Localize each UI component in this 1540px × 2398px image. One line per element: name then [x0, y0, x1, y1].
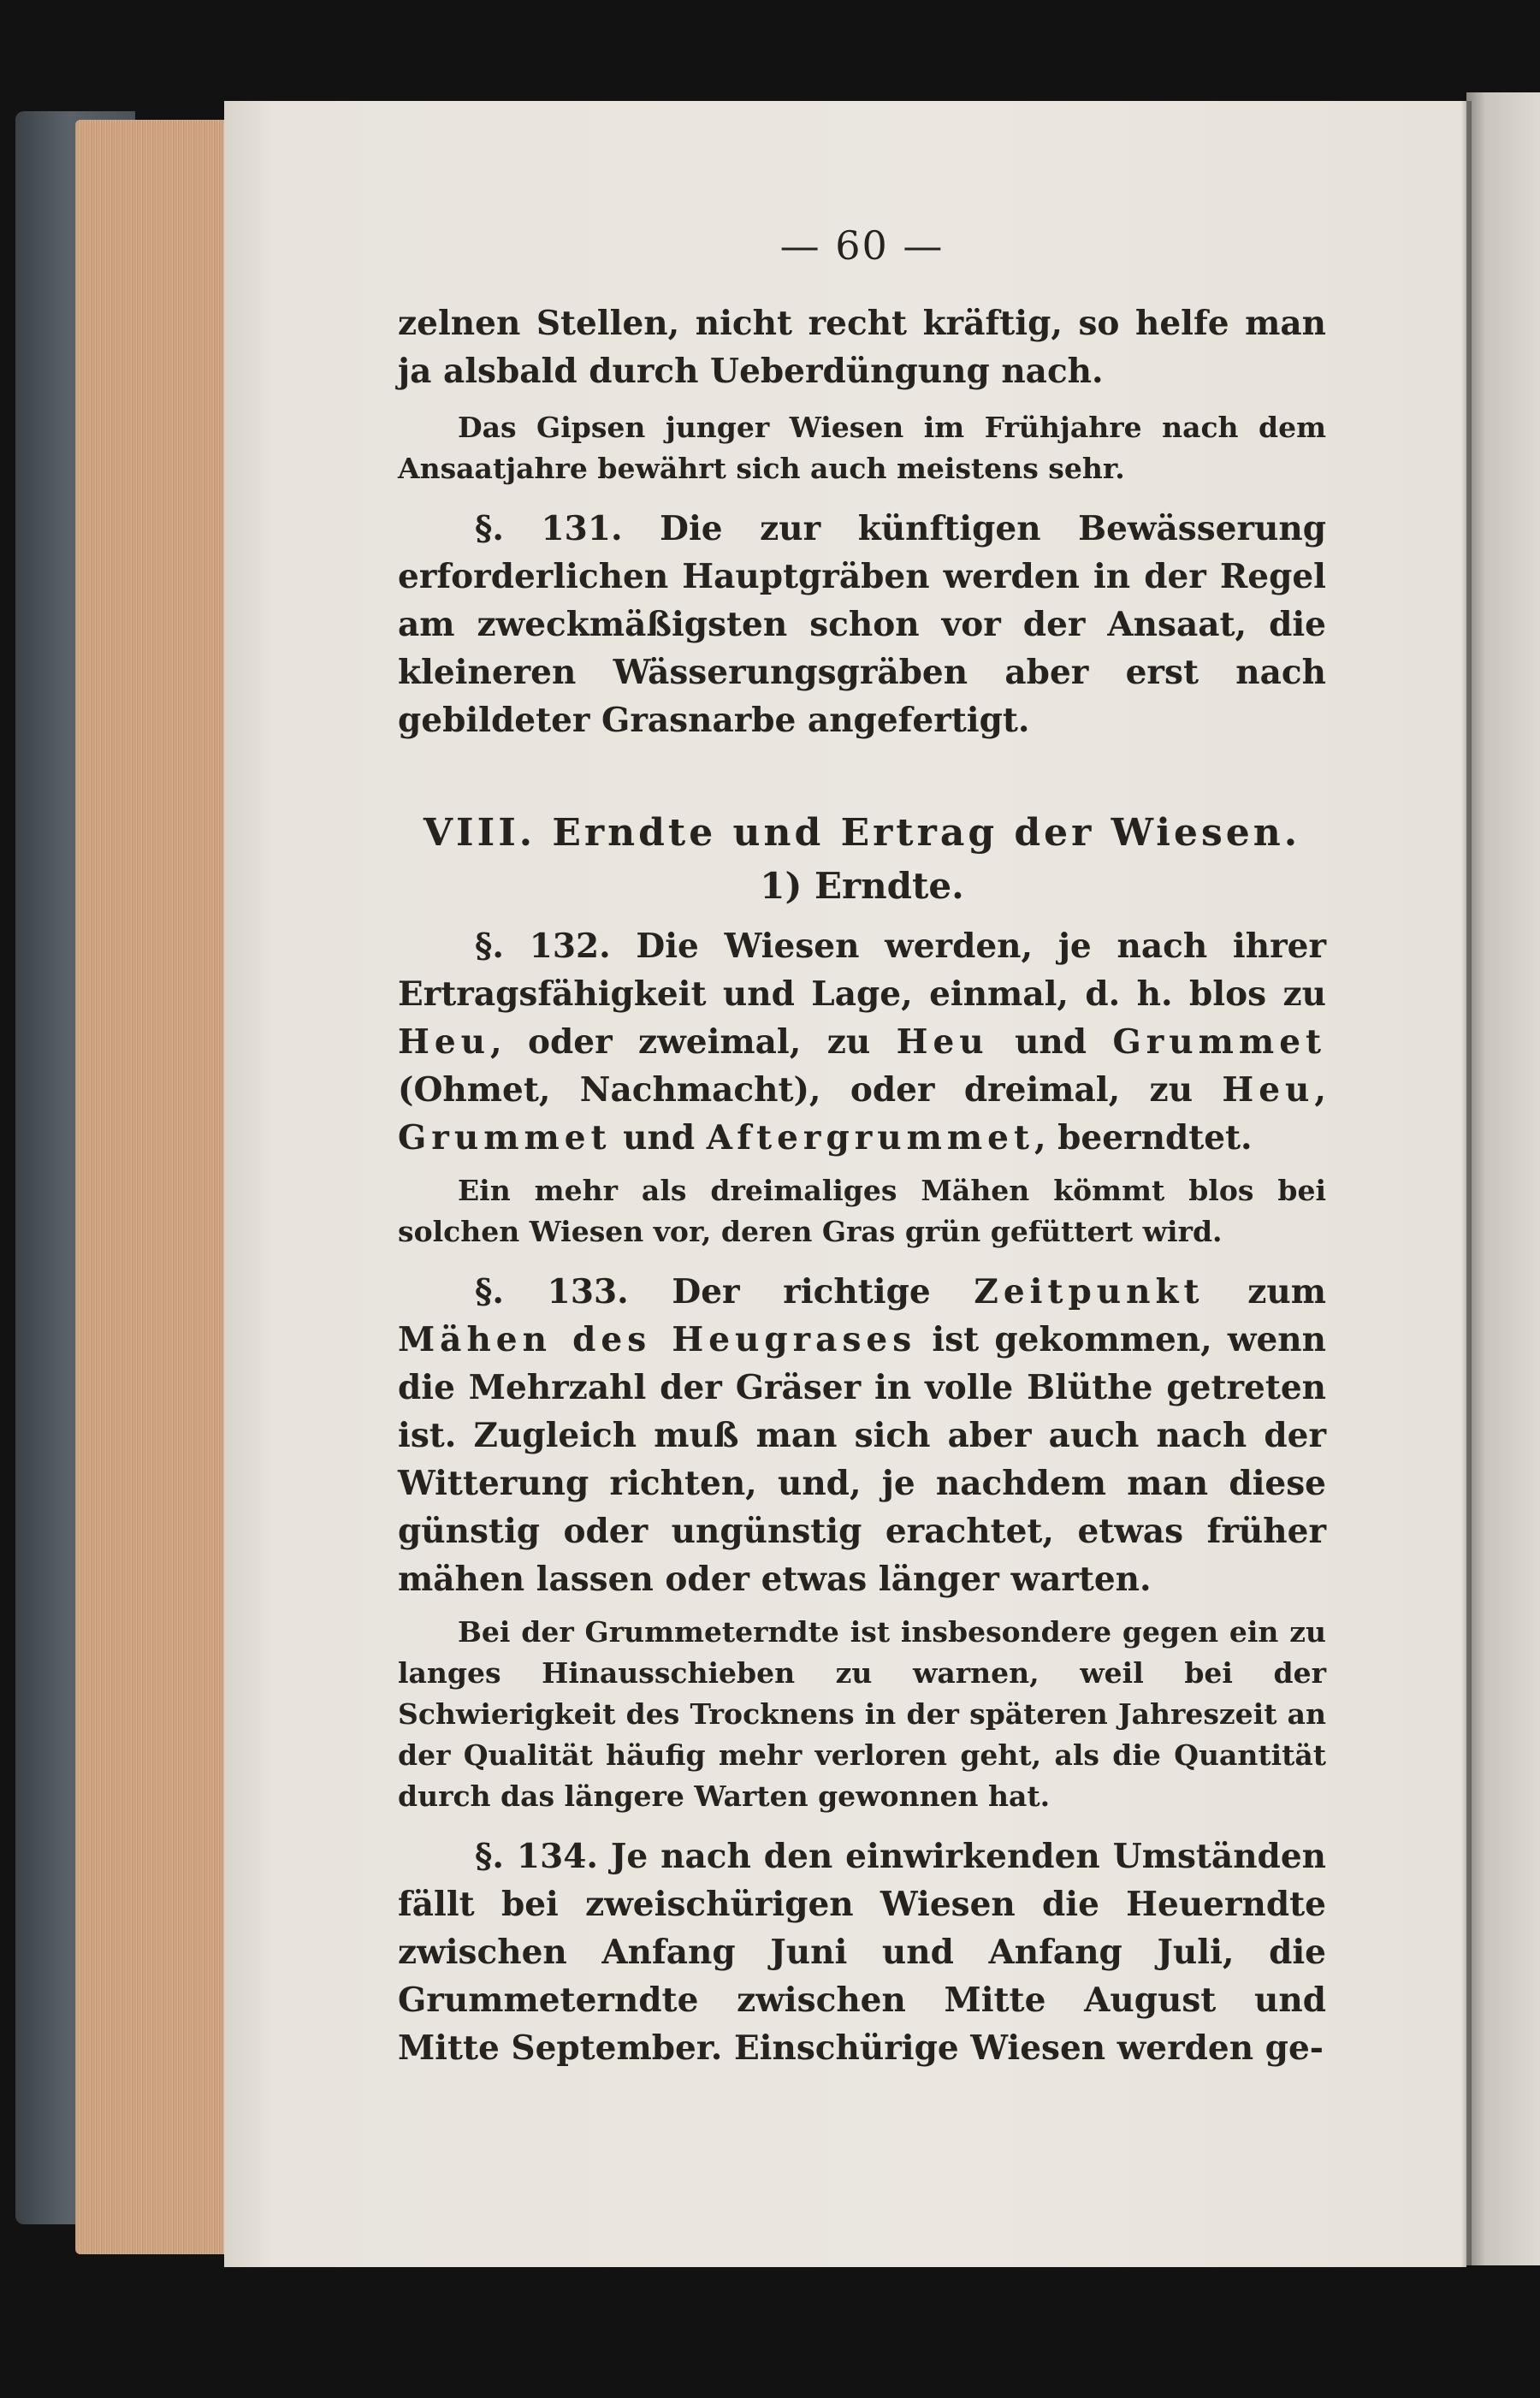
- note-maehen: Ein mehr als dreimaliges Mähen kömmt blos bei solchen Wiesen vor, deren Gras grün gefüttert wird.: [398, 1174, 1326, 1248]
- chapter-heading: VIII. Erndte und Ertrag der Wiesen.: [423, 811, 1301, 855]
- page-number: — 60 —: [779, 222, 945, 269]
- text-run: Die Wiesen werden, je nach ihrer Ertragsfähigkeit und Lage, einmal, d. h. blos zu: [398, 927, 1326, 1014]
- sub-heading: 1) Erndte.: [760, 865, 964, 907]
- emphasis-heu: Heu: [896, 1022, 989, 1062]
- emphasis-heu: Heu: [1222, 1070, 1315, 1110]
- emphasis-maehen: Mähen des Heugrases: [398, 1320, 917, 1359]
- section-number: §. 134.: [475, 1837, 598, 1876]
- page-gutter-shadow: [1461, 101, 1472, 2267]
- text-run: zum: [1247, 1272, 1327, 1311]
- emphasis-grummet: Grummet: [1112, 1022, 1327, 1062]
- emphasis-heu: Heu: [398, 1022, 491, 1062]
- paragraph-intro: zelnen Stellen, nicht recht kräftig, so helfe man ja alsbald durch Ueberdüngung nach.: [398, 304, 1326, 391]
- section-133: [398, 1268, 1326, 1603]
- note-grummeterndte: Bei der Grummeterndte ist insbesondere gegen ein zu langes Hinausschieben zu warnen, weil bei der Schwierigkeit des Trocknens in der späteren Jahreszeit an der Qualität häufig mehr verloren geht, als die Quantität durch das längere Warten gewonnen hat.: [398, 1615, 1326, 1813]
- text-run: ,: [1314, 1070, 1326, 1110]
- section-text: Je nach den einwirkenden Umständen fällt bei zweischürigen Wiesen die Heuerndte zwischen Anfang Juni und Anfang Juli, die Grummeterndte zwischen Mitte August und Mitte September. Einschürige Wiesen werden ge-: [398, 1837, 1326, 2068]
- text-run: , oder zweimal, zu: [490, 1022, 871, 1062]
- emphasis-zeitpunkt: Zeitpunkt: [974, 1272, 1205, 1311]
- section-text: Die zur künftigen Bewässerung erforderlichen Hauptgräben werden in der Regel am zweckmäßigsten schon vor der Ansaat, die kleineren Wässerungsgräben aber erst nach gebildeter Grasnarbe angefertigt.: [398, 509, 1326, 740]
- text-run: und: [1015, 1022, 1087, 1062]
- section-number: §. 131.: [475, 509, 623, 548]
- section-number: §. 133.: [475, 1272, 629, 1311]
- section-131: [398, 505, 1326, 744]
- section-number: §. 132.: [475, 927, 611, 966]
- text-run: (Ohmet, Nachmacht), oder dreimal, zu: [398, 1070, 1194, 1110]
- section-134: [398, 1833, 1326, 2072]
- text-run: , beerndtet.: [1034, 1118, 1253, 1158]
- note-gipsen: Das Gipsen junger Wiesen im Frühjahre nach dem Ansaatjahre bewährt sich auch meistens sehr.: [398, 411, 1326, 485]
- emphasis-aftergrummet: Aftergrummet: [706, 1118, 1034, 1158]
- section-132: [398, 922, 1326, 1162]
- text-run: Der richtige: [672, 1272, 931, 1311]
- next-page-edge: [1466, 92, 1540, 2265]
- text-run: und: [623, 1118, 696, 1158]
- emphasis-grummet: Grummet: [398, 1118, 612, 1158]
- page-text: [398, 222, 1326, 2072]
- text-run: ist gekommen, wenn die Mehrzahl der Gräser in volle Blüthe getreten ist. Zugleich muß man sich aber auch nach der Witterung richten, und, je nachdem man diese günstig oder ungünstig erachtet, etwas früher mähen lassen oder etwas länger warten.: [398, 1320, 1327, 1599]
